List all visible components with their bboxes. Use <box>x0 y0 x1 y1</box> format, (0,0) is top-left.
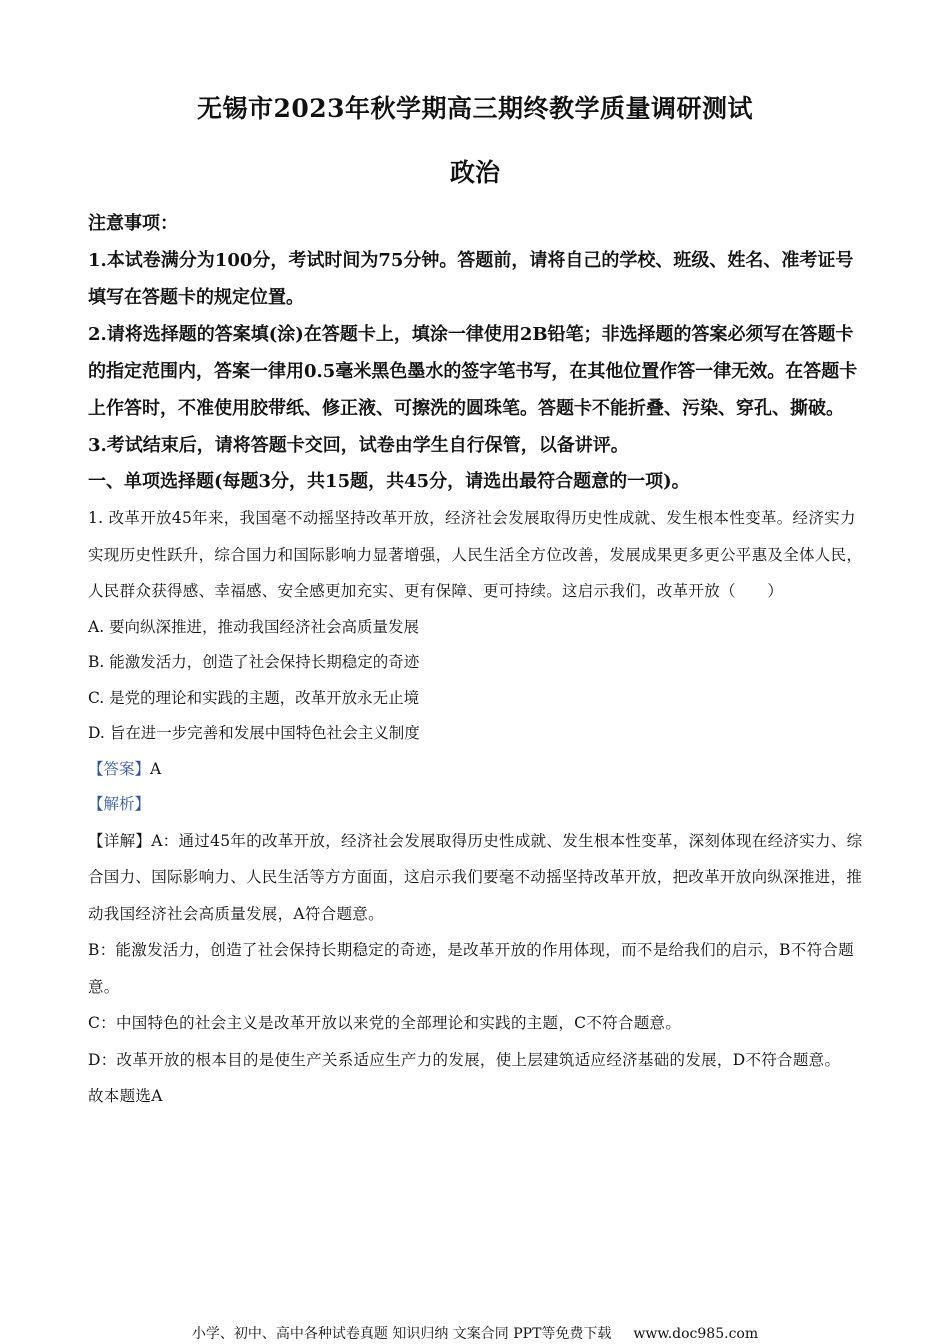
answer-value: A <box>150 759 162 778</box>
conclusion: 故本题选A <box>88 1087 163 1105</box>
detail-c: C：中国特色的社会主义是改革开放以来党的全部理论和实践的主题，C不符合题意。 <box>88 1014 682 1032</box>
notice-item-1: 1.本试卷满分为100分，考试时间为75分钟。答题前，请将自己的学校、班级、姓名、准考证号填写在答题卡的规定位置。 <box>88 250 854 308</box>
footer-url[interactable]: www.doc985.com <box>633 1326 759 1342</box>
question-1-option-c: C. 是党的理论和实践的主题，改革开放永无止境 <box>88 688 420 707</box>
detail-d: D：改革开放的根本目的是使生产关系适应生产力的发展，使上层建筑适应经济基础的发展，D不符合题意。 <box>88 1050 841 1069</box>
detail-a <box>88 823 864 933</box>
answer-tag: 【答案】 <box>88 759 151 778</box>
analysis-line <box>88 787 864 823</box>
question-1-option-b: B. 能激发活力，创造了社会保持长期稳定的奇迹 <box>88 653 420 671</box>
question-1-option-d: D. 旨在进一步完善和发展中国特色社会主义制度 <box>88 724 420 742</box>
answer-line <box>88 752 864 788</box>
page-title: 无锡市2023年秋学期高三期终教学质量调研测试 <box>196 94 754 123</box>
question-1-option-a: A. 要向纵深推进，推动我国经济社会高质量发展 <box>88 617 420 636</box>
notice-item-2: 2.请将选择题的答案填(涂)在答题卡上，填涂一律使用2B铅笔；非选择题的答案必须写在答题卡的指定范围内，答案一律用0.5毫米黑色墨水的签字笔书写，在其他位置作答一律无效。在答题卡上作答时，不准使用胶带纸、修正液、可擦洗的圆珠笔。答题卡不能折叠、污染、穿孔、撕破。 <box>88 324 858 419</box>
footer <box>0 1323 950 1343</box>
analysis-tag: 【解析】 <box>88 795 151 813</box>
detail-tag: 【详解】 <box>88 831 152 850</box>
subject-title: 政治 <box>449 158 500 187</box>
notice-heading: 注意事项： <box>88 213 178 234</box>
detail-a-text: A：通过45年的改革开放，经济社会发展取得历史性成就、发生根本性变革，深刻体现在经济实力、综合国力、国际影响力、人民生活等方方面面，这启示我们要毫不动摇坚持改革开放，把改革开放向纵深推进，推动我国经济社会高质量发展，A符合题意。 <box>88 831 863 923</box>
document-body <box>88 206 864 1115</box>
footer-text: 小学、初中、高中各种试卷真题 知识归纳 文案合同 PPT等免费下载 <box>191 1326 612 1342</box>
notice-item-3: 3.考试结束后，请将答题卡交回，试卷由学生自行保管，以备讲评。 <box>88 435 629 456</box>
section-heading: 一、单项选择题(每题3分，共15题，共45分，请选出最符合题意的一项)。 <box>88 471 690 492</box>
question-1-stem: 1. 改革开放45年来，我国毫不动摇坚持改革开放，经济社会发展取得历史性成就、发生根本性变革。经济实力实现历史性跃升，综合国力和国际影响力显著增强，人民生活全方位改善，发展成果更多更公平惠及全体人民，人民群众获得感、幸福感、安全感更加充实、更有保障、更可持续。这启示我们，改革开放（ ） <box>88 509 863 600</box>
detail-b: B：能激发活力，创造了社会保持长期稳定的奇迹，是改革开放的作用体现，而不是给我们的启示，B不符合题意。 <box>88 941 854 996</box>
